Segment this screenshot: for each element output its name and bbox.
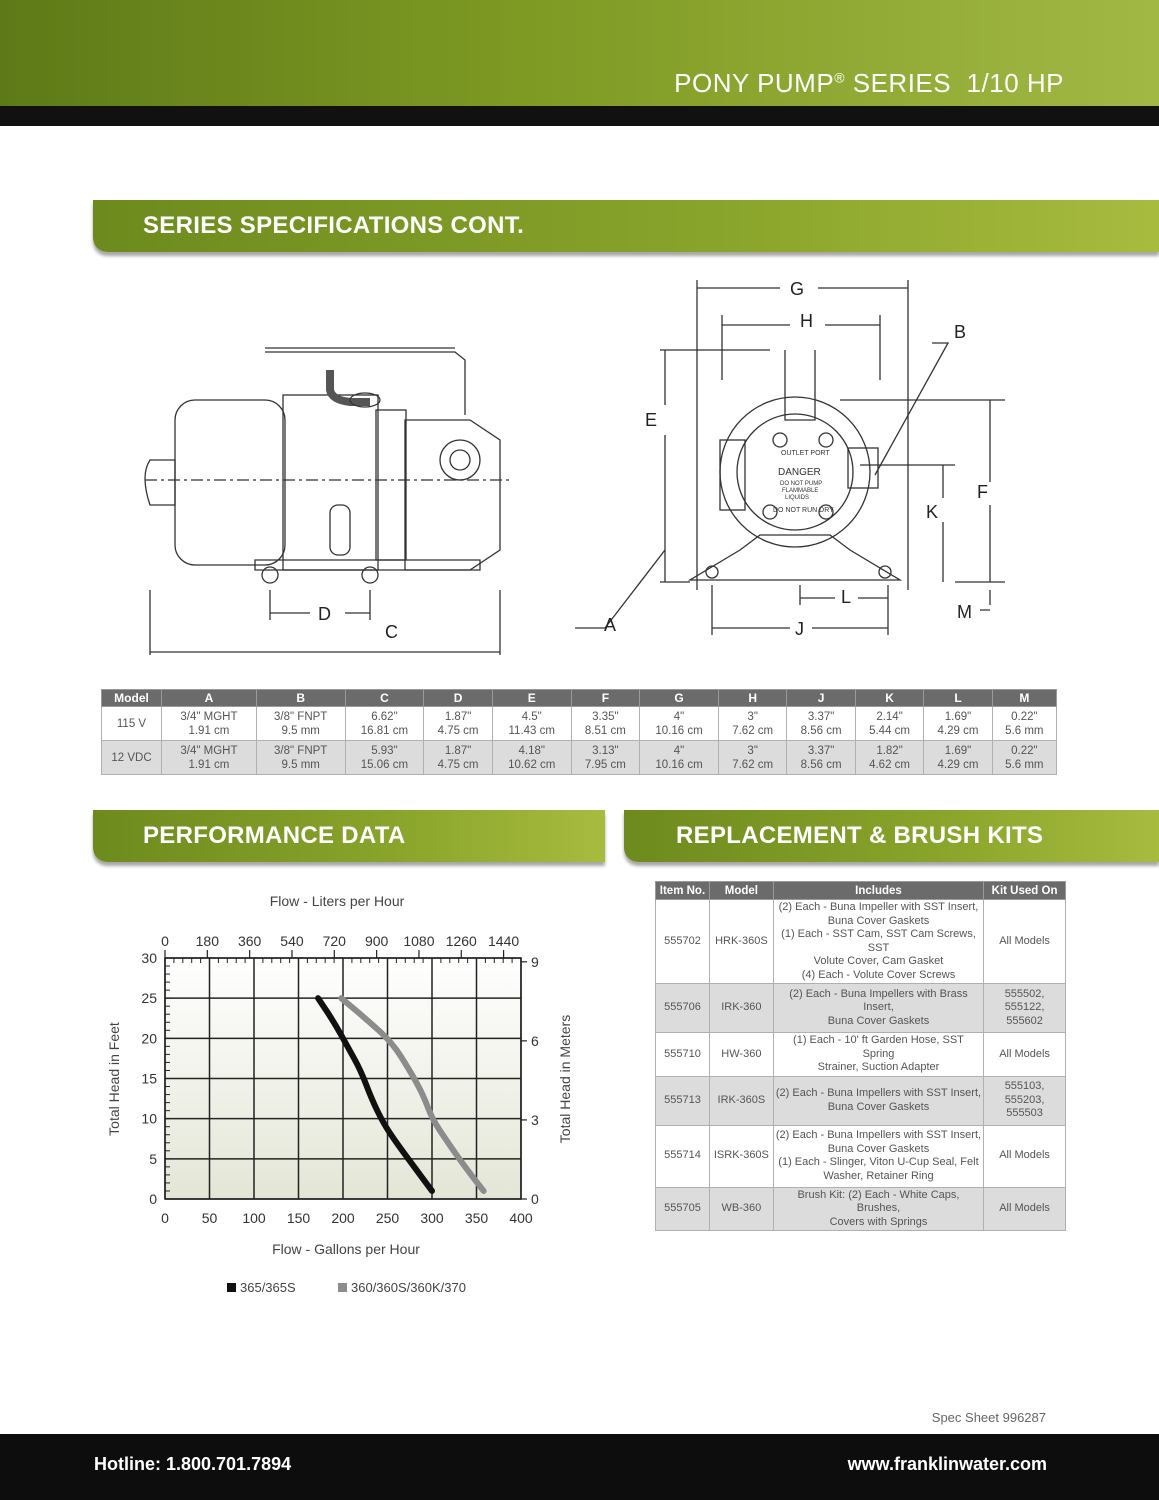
kit-used-on (984, 1187, 1066, 1231)
spec-value-cell (571, 707, 639, 741)
kit-used-on-line: All Models (999, 1149, 1050, 1162)
spec-value-line: 3" (747, 744, 758, 757)
spec-value-line: 7.95 cm (584, 758, 626, 771)
dimension-label-c: C (385, 622, 398, 642)
section-banner-kits: REPLACEMENT & BRUSH KITS (624, 810, 1159, 862)
kit-item-number: 555706 (656, 984, 710, 1033)
y2-tick-label: 3 (531, 1111, 539, 1128)
x2-tick-label: 0 (161, 933, 169, 949)
spec-value-line: 4.18" (518, 744, 545, 757)
spec-value-line: 1.87" (444, 744, 472, 757)
pump-side-view (145, 348, 500, 583)
plate-line4: DO NOT RUN DRY (773, 507, 834, 514)
spec-value-line: 4.62 cm (869, 758, 910, 771)
kit-includes-line: Buna Cover Gaskets (827, 1014, 930, 1027)
dimension-label-l: L (841, 587, 852, 607)
x-tick-label: 0 (161, 1210, 169, 1226)
x2-axis-title: Flow - Liters per Hour (269, 893, 405, 909)
dimension-label-d: D (318, 604, 331, 624)
spec-value-cell (162, 707, 257, 741)
dimension-label-f: F (977, 482, 988, 502)
spec-value-cell (992, 707, 1056, 741)
spec-value-line: 6.62" (371, 710, 398, 723)
kit-header-cell: Includes (773, 882, 983, 900)
kit-includes-line: Covers with Springs (829, 1215, 928, 1228)
spec-value-line: 5.93" (371, 744, 398, 757)
spec-row (102, 741, 1057, 775)
spec-header-cell: E (492, 690, 571, 707)
dimension-spec-table (101, 689, 1057, 775)
spec-row (102, 707, 1057, 741)
kit-includes-line: (4) Each - Volute Cover Screws (801, 968, 956, 981)
spec-value-line: 3/4" MGHT (180, 710, 238, 723)
spec-header-cell: M (992, 690, 1056, 707)
kit-header-cell: Kit Used On (984, 882, 1066, 900)
kit-includes-line: (2) Each - Buna Impeller with SST Insert, (778, 901, 979, 913)
x2-tick-label: 180 (195, 933, 220, 949)
y-tick-label: 15 (141, 1070, 157, 1087)
x-tick-label: 50 (201, 1210, 218, 1226)
spec-value-line: 7.62 cm (732, 724, 774, 737)
kit-row (656, 1033, 1066, 1077)
header-divider (0, 106, 1159, 126)
performance-chart (95, 885, 595, 1305)
spec-value-line: 3.13" (592, 744, 619, 757)
kit-used-on-line: 555103, (1004, 1080, 1045, 1093)
y2-axis-title: Total Head in Meters (557, 1014, 573, 1144)
kit-used-on-line: All Models (999, 1202, 1050, 1214)
x-tick-label: 200 (331, 1210, 355, 1226)
spec-value-cell (640, 741, 719, 775)
spec-value-line: 4.5" (521, 710, 542, 723)
dimension-label-j: J (795, 619, 804, 639)
spec-value-cell (424, 707, 492, 741)
y-tick-label: 25 (141, 990, 157, 1007)
kit-item-number: 555713 (656, 1076, 710, 1125)
plate-line1: DO NOT PUMP (780, 481, 823, 487)
spec-value-line: 4" (673, 744, 685, 757)
y-tick-label: 20 (141, 1030, 157, 1047)
spec-value-line: 3.37" (807, 710, 835, 723)
spec-value-cell (571, 741, 639, 775)
spec-value-line: 1.91 cm (188, 724, 230, 737)
spec-value-cell (256, 741, 345, 775)
kit-includes-line: Buna Cover Gaskets (827, 1142, 930, 1155)
spec-value-cell (924, 741, 992, 775)
spec-model-cell: 12 VDC (102, 741, 162, 775)
plate-danger: DANGER (778, 467, 821, 478)
spec-header-cell: F (571, 690, 639, 707)
plate-port: OUTLET PORT (781, 450, 830, 457)
spec-value-line: 16.81 cm (360, 724, 409, 737)
x-axis-title: Flow - Gallons per Hour (272, 1241, 420, 1257)
spec-value-line: 7.62 cm (732, 758, 774, 771)
kit-item-number: 555702 (656, 900, 710, 984)
x2-tick-label: 360 (237, 933, 262, 949)
x2-tick-label: 1080 (403, 933, 435, 949)
kit-model: HRK-360S (709, 900, 773, 984)
legend-label: 365/365S (240, 1280, 296, 1295)
spec-value-cell (162, 741, 257, 775)
footer-bar (0, 1434, 1159, 1500)
spec-header-cell: C (345, 690, 424, 707)
spec-value-line: 2.14" (876, 710, 903, 723)
kit-includes-line: Buna Cover Gaskets (827, 1100, 930, 1113)
header-banner (0, 0, 1159, 106)
kit-item-number: 555714 (656, 1125, 710, 1187)
kit-model: ISRK-360S (709, 1125, 773, 1187)
spec-value-cell (640, 707, 719, 741)
x-tick-label: 150 (286, 1210, 311, 1226)
spec-value-line: 8.51 cm (584, 724, 626, 737)
spec-value-line: 1.69" (944, 710, 972, 723)
kit-model: IRK-360S (709, 1076, 773, 1125)
dimension-label-b: B (954, 322, 967, 342)
page-title: PONY PUMP® SERIES 1/10 HP (674, 68, 1064, 98)
spec-value-cell (992, 741, 1056, 775)
kit-includes-line: Strainer, Suction Adapter (817, 1061, 940, 1073)
spec-value-cell (492, 707, 571, 741)
spec-value-line: 4.75 cm (437, 724, 479, 737)
x-tick-label: 350 (464, 1210, 489, 1226)
spec-value-line: 3" (747, 710, 758, 723)
kit-used-on (984, 900, 1066, 984)
spec-value-cell (718, 707, 786, 741)
x-tick-label: 250 (375, 1210, 400, 1226)
spec-header-cell: G (640, 690, 719, 707)
spec-value-cell (492, 741, 571, 775)
dimension-label-g: G (790, 279, 805, 299)
plate-line3: LIQUIDS (785, 495, 810, 501)
spec-value-cell (256, 707, 345, 741)
kit-header-cell: Item No. (656, 882, 710, 900)
spec-header-cell: L (924, 690, 992, 707)
kit-includes (773, 1076, 983, 1125)
spec-value-line: 10.16 cm (655, 724, 703, 737)
kit-used-on-line: 555503 (1006, 1107, 1043, 1120)
spec-value-cell (855, 707, 923, 741)
kit-header-cell: Model (709, 882, 773, 900)
spec-value-line: 5.6 mm (1005, 758, 1044, 771)
kit-used-on (984, 984, 1066, 1033)
y-tick-label: 0 (149, 1191, 157, 1207)
spec-value-cell (718, 741, 786, 775)
legend-label: 360/360S/360K/370 (351, 1280, 466, 1295)
hotline-text: Hotline: 1.800.701.7894 (94, 1454, 292, 1474)
kit-used-on-line: All Models (999, 934, 1050, 947)
spec-header-cell: J (787, 690, 855, 707)
spec-value-line: 15.06 cm (360, 758, 409, 771)
x2-tick-label: 900 (364, 933, 389, 949)
kit-item-number: 555710 (656, 1033, 710, 1077)
x2-tick-label: 540 (280, 933, 304, 949)
dimension-label-k: K (926, 502, 939, 522)
kit-includes (773, 1033, 983, 1077)
spec-value-line: 10.62 cm (508, 758, 556, 771)
spec-value-cell (345, 707, 424, 741)
spec-value-line: 4" (673, 710, 685, 723)
dimension-label-a: A (604, 615, 617, 635)
spec-value-line: 8.56 cm (800, 758, 842, 771)
kit-used-on-line: 555602 (1006, 1014, 1043, 1027)
spec-value-line: 3/8" FNPT (274, 744, 328, 757)
y-tick-label: 10 (141, 1110, 157, 1127)
kit-includes (773, 1125, 983, 1187)
spec-value-line: 4.29 cm (937, 758, 979, 771)
kit-includes (773, 984, 983, 1033)
spec-value-line: 1.69" (944, 744, 972, 757)
kit-includes-line: Washer, Retainer Ring (823, 1169, 934, 1182)
kit-model: HW-360 (709, 1033, 773, 1077)
y-tick-label: 5 (149, 1150, 157, 1167)
y2-tick-label: 6 (531, 1032, 539, 1049)
spec-value-line: 5.44 cm (869, 724, 910, 737)
spec-value-cell (787, 741, 855, 775)
kit-used-on (984, 1033, 1066, 1077)
y2-tick-label: 9 (531, 953, 539, 970)
kit-includes-line: Buna Cover Gaskets (827, 914, 930, 927)
spec-value-cell (424, 741, 492, 775)
kit-includes-line: (2) Each - Buna Impellers with SST Insert, (775, 1129, 982, 1141)
kit-used-on-line: 555502, (1004, 987, 1045, 1000)
spec-header-cell: D (424, 690, 492, 707)
kit-row (656, 900, 1066, 984)
x-tick-label: 400 (509, 1210, 533, 1226)
kit-includes-line: (1) Each - 10' ft Garden Hose, SST Spring (793, 1034, 964, 1060)
legend-swatch (227, 1283, 236, 1292)
kit-used-on-line: 555203, (1004, 1093, 1045, 1106)
pump-dimension-diagram (0, 260, 1159, 670)
spec-value-cell (787, 707, 855, 741)
spec-value-line: 8.56 cm (800, 724, 842, 737)
spec-value-line: 1.91 cm (188, 758, 230, 771)
dimension-label-m: M (957, 602, 972, 622)
website-link[interactable]: www.franklinwater.com (847, 1454, 1047, 1474)
legend-swatch (338, 1283, 347, 1292)
kit-model: IRK-360 (709, 984, 773, 1033)
spec-sheet-number: Spec Sheet 996287 (931, 1410, 1046, 1425)
spec-value-line: 3/8" FNPT (274, 710, 328, 723)
kit-includes-line: (2) Each - Buna Impellers with Brass Insert, (789, 987, 968, 1014)
kit-includes-line: (1) Each - Slinger, Viton U-Cup Seal, Felt (778, 1156, 979, 1168)
kit-includes (773, 1187, 983, 1231)
spec-value-line: 11.43 cm (508, 724, 555, 737)
kit-includes-line: (1) Each - SST Cam, SST Cam Screws, SST (781, 928, 976, 954)
spec-header-cell: Model (102, 690, 162, 707)
kit-includes (773, 900, 983, 984)
spec-value-cell (855, 741, 923, 775)
spec-header-cell: H (718, 690, 786, 707)
kit-used-on (984, 1125, 1066, 1187)
kit-used-on-line: 555122, (1004, 1001, 1045, 1014)
x2-tick-label: 720 (322, 933, 346, 949)
kit-model: WB-360 (709, 1187, 773, 1231)
spec-value-line: 3.35" (592, 710, 619, 723)
y2-tick-label: 0 (531, 1191, 539, 1207)
kit-row (656, 1187, 1066, 1231)
kit-row (656, 1125, 1066, 1187)
spec-value-line: 4.75 cm (437, 758, 479, 771)
spec-value-line: 4.29 cm (937, 724, 979, 737)
section-banner-specifications: SERIES SPECIFICATIONS CONT. (93, 200, 1159, 252)
replacement-kits-table (655, 881, 1066, 1231)
y-axis-title: Total Head in Feet (106, 1022, 122, 1136)
spec-value-line: 9.5 mm (281, 724, 320, 737)
kit-includes-line: (2) Each - Buna Impellers with SST Insert, (775, 1087, 982, 1099)
section-banner-performance: PERFORMANCE DATA (93, 810, 605, 862)
spec-header-cell: A (162, 690, 257, 707)
dimension-label-e: E (645, 410, 658, 430)
x-tick-label: 100 (242, 1210, 266, 1226)
y-tick-label: 30 (141, 950, 157, 966)
spec-value-line: 5.6 mm (1005, 724, 1044, 737)
kit-used-on (984, 1076, 1066, 1125)
spec-value-line: 1.87" (444, 710, 472, 723)
spec-value-line: 3/4" MGHT (180, 744, 238, 757)
spec-header-cell: B (256, 690, 345, 707)
spec-value-line: 3.37" (807, 744, 835, 757)
kit-includes-line: Volute Cover, Cam Gasket (813, 955, 944, 967)
spec-value-cell (345, 741, 424, 775)
kit-row (656, 984, 1066, 1033)
spec-value-line: 1.82" (876, 744, 903, 757)
x2-tick-label: 1440 (488, 933, 520, 949)
kit-used-on-line: All Models (999, 1047, 1050, 1060)
plate-line2: FLAMMABLE (782, 488, 819, 494)
spec-model-cell: 115 V (102, 707, 162, 741)
spec-value-line: 0.22" (1011, 744, 1038, 757)
dimension-label-h: H (800, 311, 813, 331)
kit-includes-line: Brush Kit: (2) Each - White Caps, Brushes, (797, 1188, 960, 1214)
kit-item-number: 555705 (656, 1187, 710, 1231)
x-tick-label: 300 (420, 1210, 444, 1226)
spec-header-cell: K (855, 690, 923, 707)
spec-value-line: 10.16 cm (655, 758, 703, 771)
spec-value-line: 9.5 mm (281, 758, 320, 771)
spec-value-cell (924, 707, 992, 741)
kit-row (656, 1076, 1066, 1125)
x2-tick-label: 1260 (445, 933, 477, 949)
spec-value-line: 0.22" (1011, 710, 1038, 723)
